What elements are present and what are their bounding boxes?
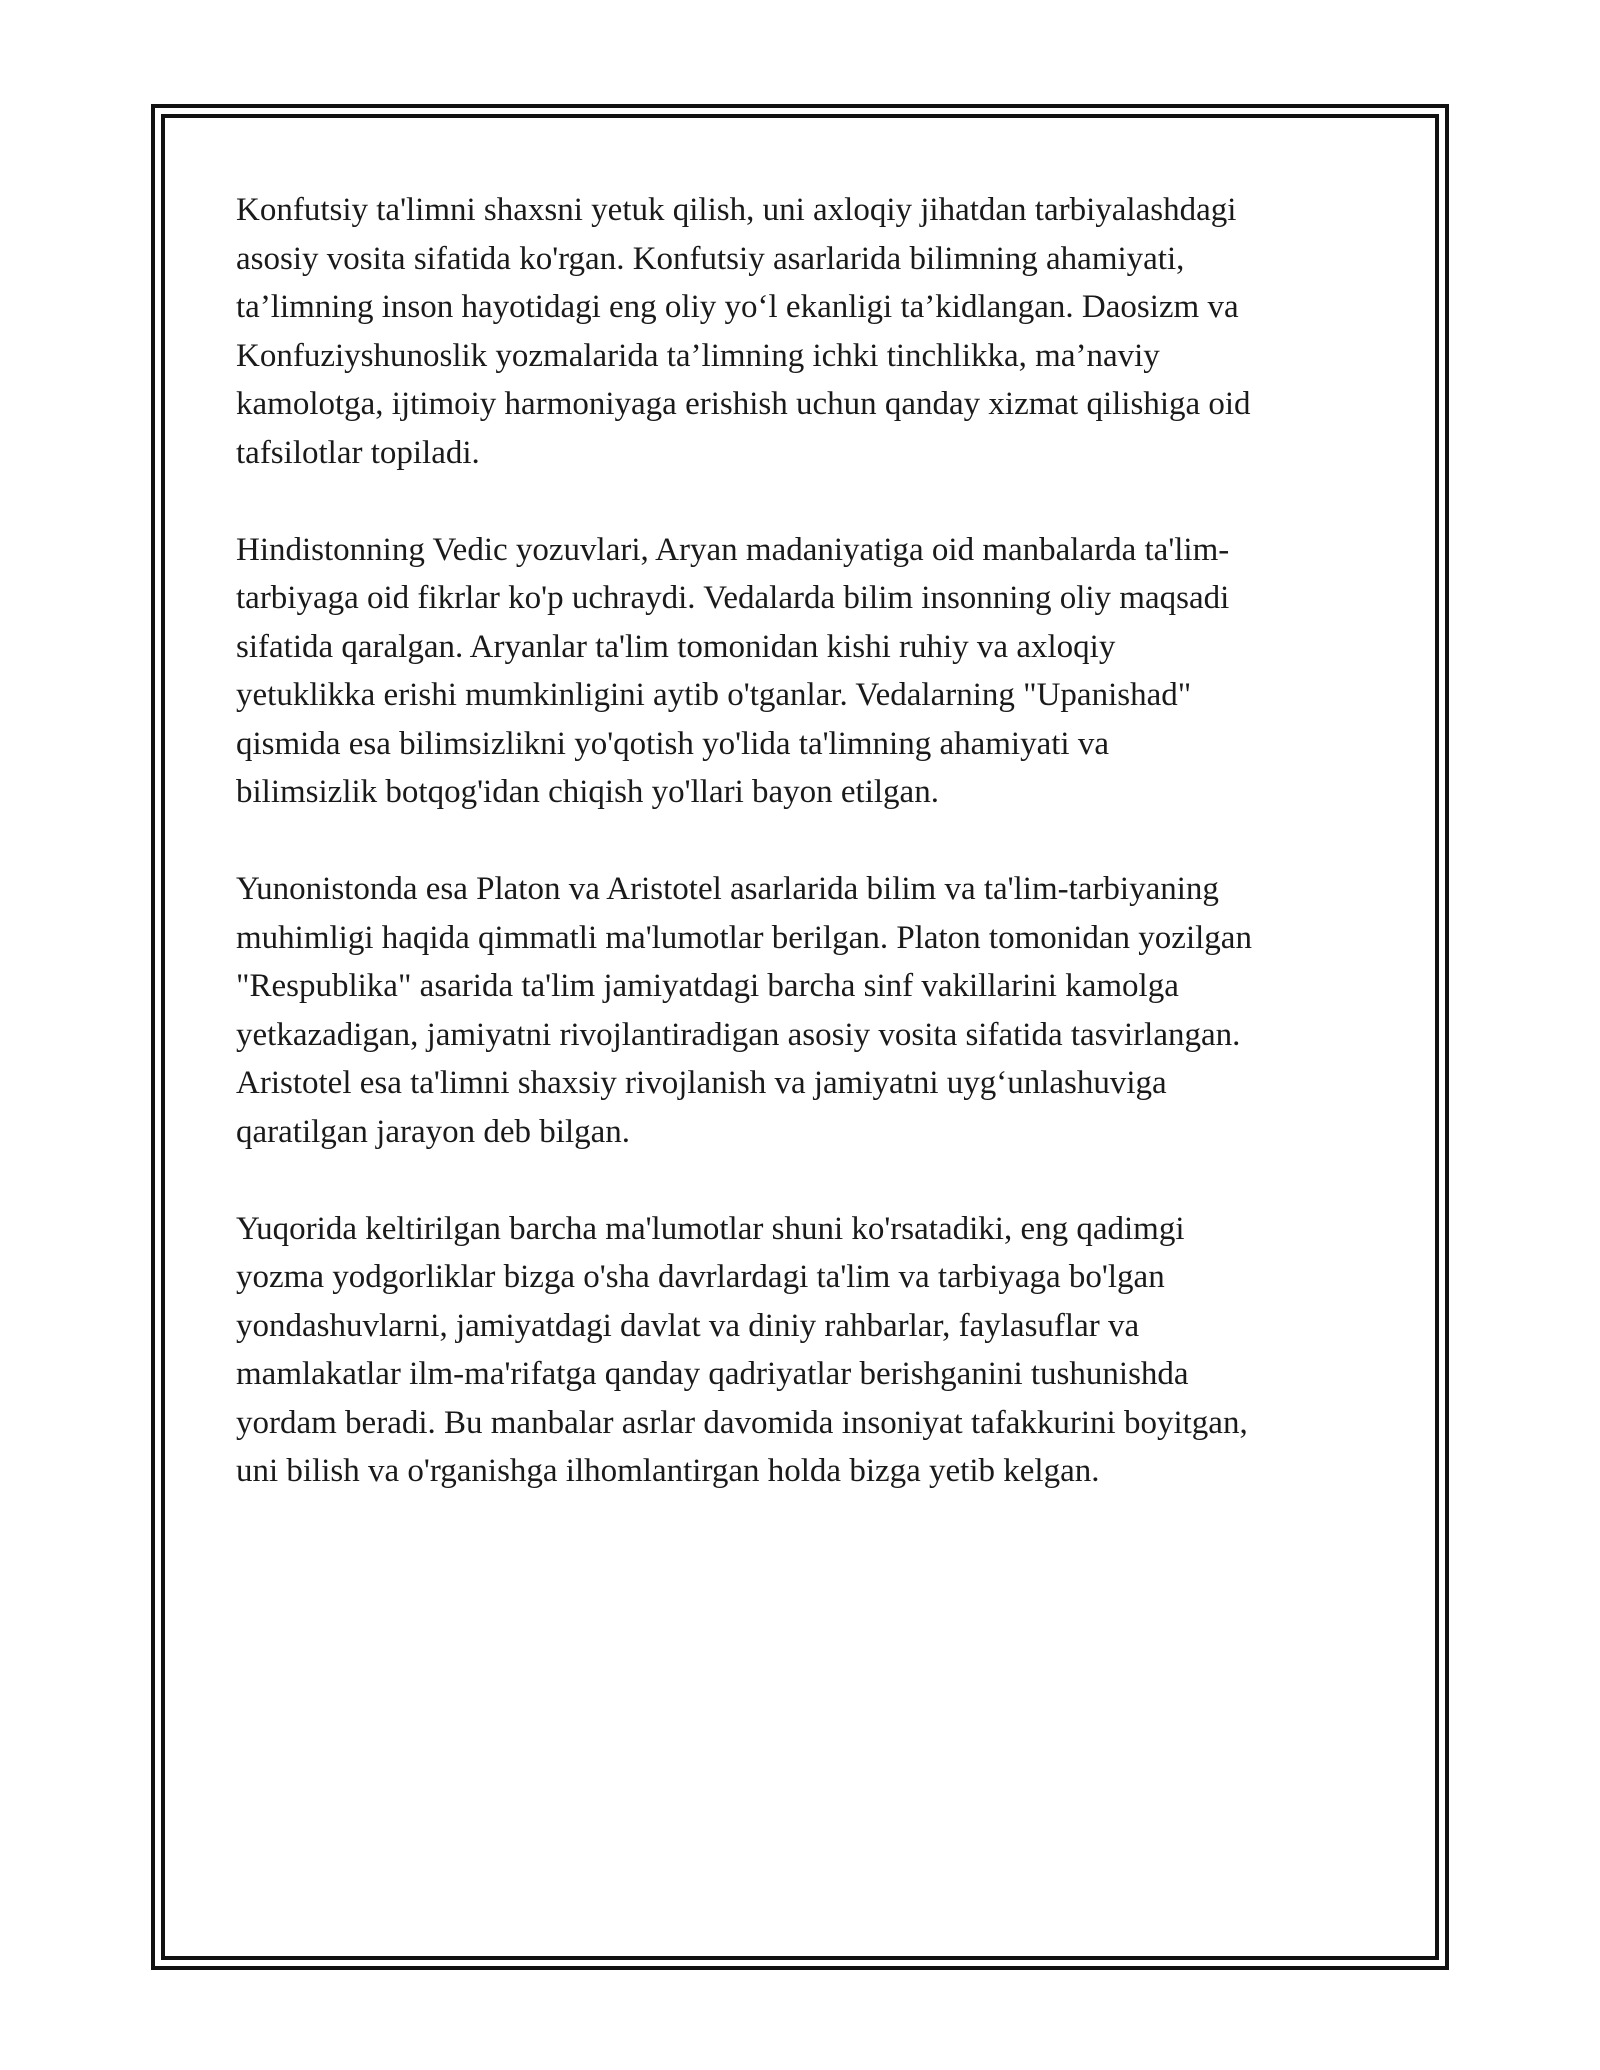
text-line: tafsilotlar topiladi. xyxy=(236,434,480,471)
text-line: Hindistonning Vedic yozuvlari, Aryan madaniyatiga oid manbalarda ta'lim- xyxy=(236,531,1230,568)
text-line: asosiy vosita sifatida ko'rgan. Konfutsiy asarlarida bilimning ahamiyati, xyxy=(236,240,1185,277)
text-line: yordam beradi. Bu manbalar asrlar davomida insoniyat tafakkurini boyitgan, xyxy=(236,1404,1248,1441)
paragraph-3 xyxy=(236,865,1386,1156)
text-line: yondashuvlarni, jamiyatdagi davlat va diniy rahbarlar, faylasuflar va xyxy=(236,1307,1140,1344)
text-line: kamolotga, ijtimoiy harmoniyaga erishish uchun qanday xizmat qilishiga oid xyxy=(236,386,1251,422)
text-line: Aristotel esa ta'limni shaxsiy rivojlanish va jamiyatni uyg‘unlashuviga xyxy=(236,1065,1167,1101)
text-line: muhimligi haqida qimmatli ma'lumotlar berilgan. Platon tomonidan yozilgan xyxy=(236,919,1252,956)
text-line: Yunonistonda esa Platon va Aristotel asarlarida bilim va ta'lim-tarbiyaning xyxy=(236,871,1219,907)
text-line: yozma yodgorliklar bizga o'sha davrlardagi ta'lim va tarbiyaga bo'lgan xyxy=(236,1259,1165,1295)
paragraph-1 xyxy=(236,186,1386,477)
text-line: Konfutsiy ta'limni shaxsni yetuk qilish, uni axloqiy jihatdan tarbiyalashdagi xyxy=(236,192,1237,228)
text-line: yetkazadigan, jamiyatni rivojlantiradigan asosiy vosita sifatida tasvirlangan. xyxy=(236,1016,1241,1053)
text-line: bilimsizlik botqog'idan chiqish yo'llari bayon etilgan. xyxy=(236,774,939,810)
paragraph-2 xyxy=(236,526,1386,817)
document-body xyxy=(236,186,1386,1544)
text-line: ta’limning inson hayotidagi eng oliy yo‘l ekanligi ta’kidlangan. Daosizm va xyxy=(236,289,1239,325)
text-line: yetuklikka erishi mumkinligini aytib o'tganlar. Vedalarning "Upanishad" xyxy=(236,677,1192,713)
text-line: Konfuziyshunoslik yozmalarida ta’limning ichki tinchlikka, ma’naviy xyxy=(236,337,1160,374)
text-line: uni bilish va o'rganishga ilhomlantirgan holda bizga yetib kelgan. xyxy=(236,1453,1100,1489)
text-line: sifatida qaralgan. Aryanlar ta'lim tomonidan kishi ruhiy va axloqiy xyxy=(236,628,1116,665)
text-line: qismida esa bilimsizlikni yo'qotish yo'lida ta'limning ahamiyati va xyxy=(236,725,1109,762)
text-line: mamlakatlar ilm-ma'rifatga qanday qadriyatlar berishganini tushunishda xyxy=(236,1356,1189,1392)
text-line: qaratilgan jarayon deb bilgan. xyxy=(236,1113,631,1150)
text-line: "Respublika" asarida ta'lim jamiyatdagi barcha sinf vakillarini kamolga xyxy=(236,968,1179,1004)
text-line: Yuqorida keltirilgan barcha ma'lumotlar shuni ko'rsatadiki, eng qadimgi xyxy=(236,1210,1185,1247)
paragraph-4 xyxy=(236,1205,1386,1496)
text-line: tarbiyaga oid fikrlar ko'p uchraydi. Vedalarda bilim insonning oliy maqsadi xyxy=(236,580,1230,616)
